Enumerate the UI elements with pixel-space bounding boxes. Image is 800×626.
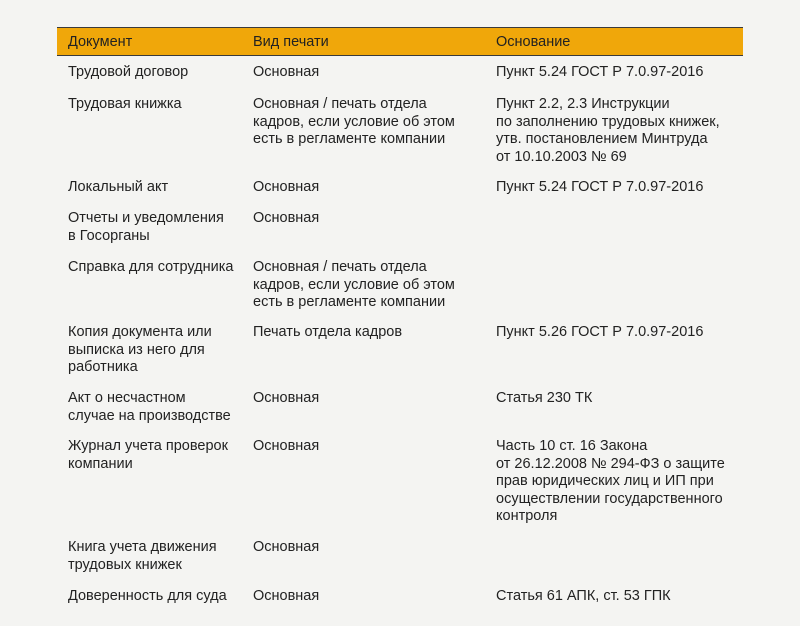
table-row (57, 88, 743, 171)
table-row (57, 382, 743, 430)
header-basis: Основание (496, 33, 571, 50)
cell-basis (485, 259, 743, 316)
cell-document: Локальный акт (68, 179, 169, 195)
cell-stamp-type: Основная / печать отдела кадров, если условие об этом есть в регламенте компании (253, 259, 455, 311)
cell-basis: Пункт 5.26 ГОСТ Р 7.0.97-2016 (496, 324, 704, 340)
cell-document: Трудовая книжка (68, 96, 182, 112)
cell-stamp-type: Основная / печать отдела кадров, если условие об этом есть в регламенте компании (253, 96, 455, 148)
table-row (57, 171, 743, 202)
cell-stamp-type: Основная (253, 539, 320, 555)
cell-stamp-type: Основная (253, 390, 320, 406)
header-stamp-type: Вид печати (253, 33, 329, 50)
cell-stamp-type: Основная (253, 179, 320, 195)
cell-basis: Пункт 2.2, 2.3 Инструкции по заполнению трудовых книжек, утв. постановлением Минтруда от 10.10.2003 № 69 (496, 96, 720, 165)
table-row (57, 531, 743, 580)
cell-document: Трудовой договор (68, 64, 189, 80)
table-row (57, 251, 743, 316)
cell-document: Копия документа или выписка из него для работника (68, 324, 212, 376)
table-row (57, 316, 743, 382)
table-row (57, 202, 743, 251)
cell-stamp-type: Основная (253, 210, 320, 226)
cell-basis: Статья 230 ТК (496, 390, 593, 406)
cell-document: Книга учета движения трудовых книжек (68, 539, 217, 573)
cell-basis: Пункт 5.24 ГОСТ Р 7.0.97-2016 (496, 64, 704, 80)
cell-basis (485, 210, 743, 251)
table-row (57, 580, 743, 612)
cell-stamp-type: Основная (253, 64, 320, 80)
cell-document: Отчеты и уведомления в Госорганы (68, 210, 224, 244)
table-row (57, 430, 743, 531)
cell-basis (485, 539, 743, 580)
table-row (57, 56, 743, 88)
cell-stamp-type: Основная (253, 438, 320, 454)
cell-document: Доверенность для суда (68, 588, 227, 604)
cell-stamp-type: Основная (253, 588, 320, 604)
cell-stamp-type: Печать отдела кадров (253, 324, 403, 340)
cell-document: Акт о несчастном случае на производстве (68, 390, 231, 424)
table-header (57, 27, 743, 56)
cell-basis: Пункт 5.24 ГОСТ Р 7.0.97-2016 (496, 179, 704, 195)
cell-document: Журнал учета проверок компании (68, 438, 228, 472)
header-document: Документ (68, 33, 133, 50)
cell-document: Справка для сотрудника (68, 259, 234, 275)
stamp-usage-table (57, 27, 743, 612)
cell-basis: Часть 10 ст. 16 Закона от 26.12.2008 № 294-ФЗ о защите прав юридических лиц и ИП при осуществлении государственного контроля (496, 438, 725, 525)
cell-basis: Статья 61 АПК, ст. 53 ГПК (496, 588, 671, 604)
